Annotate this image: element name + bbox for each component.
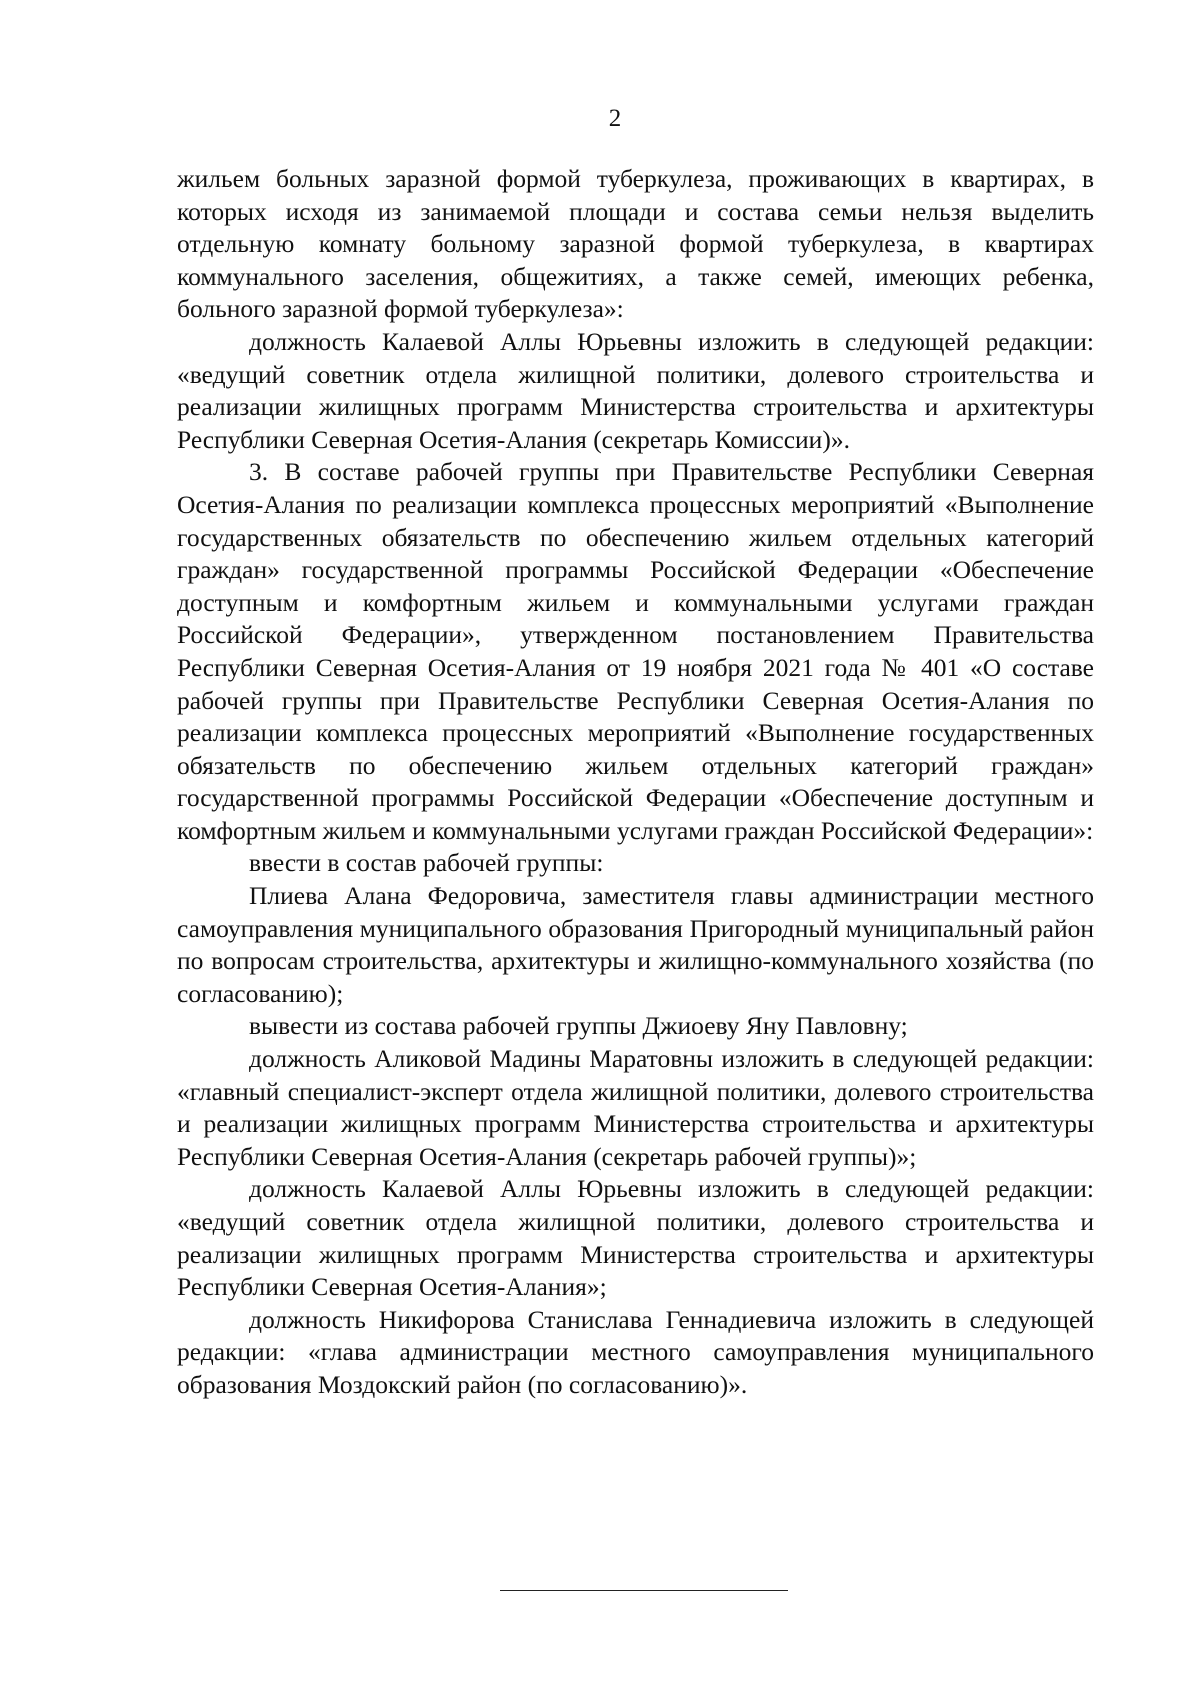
paragraph-5: Плиева Алана Федоровича, заместителя главы администрации местного самоуправления муниципального образования Пригородный муниципальный район по вопросам строительства, архитектуры и жилищно-коммунального хозяйства (по согласованию); [177, 881, 1094, 1008]
paragraph-9: должность Никифорова Станислава Геннадиевича изложить в следующей редакции: «глава администрации местного самоуправления муниципального образования Моздокский район (по согласованию)». [177, 1304, 1094, 1399]
document-body [177, 163, 1094, 1402]
page-number: 2 [608, 105, 622, 132]
closing-divider [500, 1590, 788, 1591]
paragraph-4: ввести в состав рабочей группы: [249, 848, 604, 878]
paragraph-6: вывести из состава рабочей группы Джиоеву Яну Павловну; [249, 1011, 908, 1041]
paragraph-2: должность Калаевой Аллы Юрьевны изложить в следующей редакции: «ведущий советник отдела жилищной политики, долевого строительства и реализации жилищных программ Министерства строительства и архитектуры Республики Северная Осетия-Алания (секретарь Комиссии)». [177, 326, 1094, 454]
paragraph-1: жильем больных заразной формой туберкулеза, проживающих в квартирах, в которых исходя из занимаемой площади и состава семьи нельзя выделить отдельную комнату больному заразной формой туберкулеза, в квартирах коммунального заселения, общежитиях, а также семей, имеющих ребенка, больного заразной формой туберкулеза»: [177, 164, 1094, 324]
paragraph-8: должность Калаевой Аллы Юрьевны изложить в следующей редакции: «ведущий советник отдела жилищной политики, долевого строительства и реализации жилищных программ Министерства строительства и архитектуры Республики Северная Осетия-Алания»; [177, 1174, 1094, 1302]
paragraph-7: должность Аликовой Мадины Маратовны изложить в следующей редакции: «главный специалист-эксперт отдела жилищной политики, долевого строительства и реализации жилищных программ Министерства строительства и архитектуры Республики Северная Осетия-Алания (секретарь рабочей группы)»; [177, 1044, 1094, 1171]
paragraph-3: 3. В составе рабочей группы при Правительстве Республики Северная Осетия-Алания по реализации комплекса процессных мероприятий «Выполнение государственных обязательств по обеспечению жильем отдельных категорий граждан» государственной программы Российской Федерации «Обеспечение доступным и комфортным жильем и коммунальными услугами граждан Российской Федерации», утвержденном постановлением Правительства Республики Северная Осетия-Алания от 19 ноября 2021 года № 401 «О составе рабочей группы при Правительстве Республики Северная Осетия-Алания по реализации комплекса процессных мероприятий «Выполнение государственных обязательств по обеспечению жильем отдельных категорий граждан» государственной программы Российской Федерации «Обеспечение доступным и комфортным жильем и коммунальными услугами граждан Российской Федерации»: [177, 457, 1094, 845]
